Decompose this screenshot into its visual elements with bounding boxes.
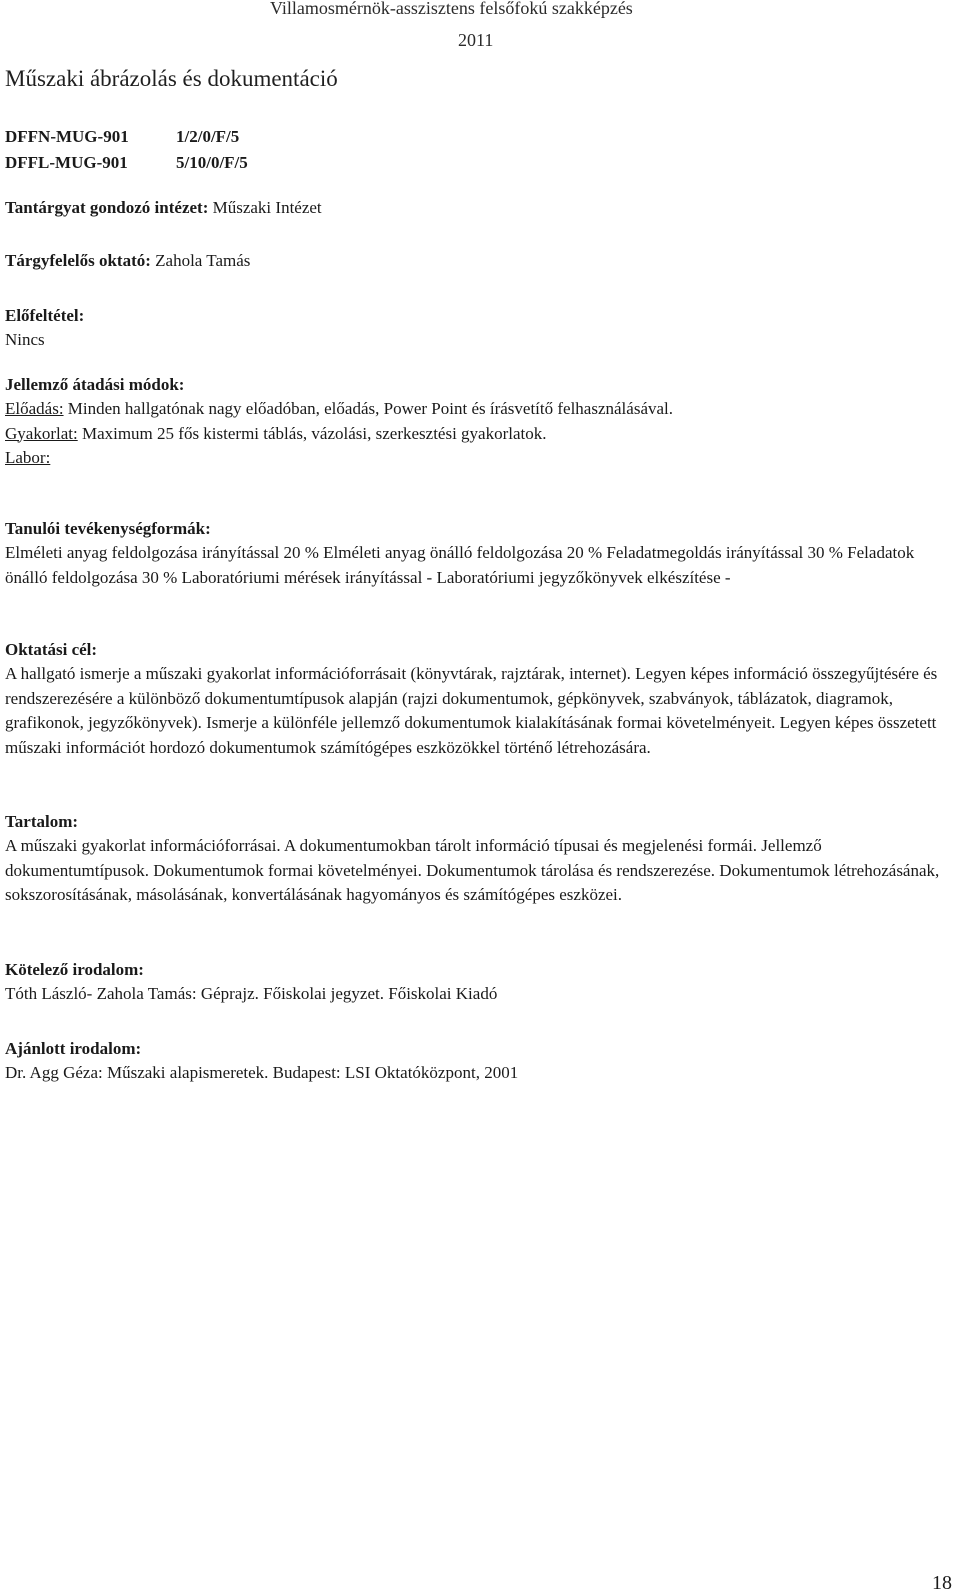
subject-code: DFFN-MUG-901	[5, 127, 129, 146]
goal-section	[5, 638, 940, 760]
subject-code: DFFL-MUG-901	[5, 153, 128, 172]
delivery-practice	[5, 422, 940, 447]
delivery-lab	[5, 446, 940, 471]
institute-line	[5, 198, 322, 218]
subject-code-row	[5, 150, 248, 176]
recommended-literature-section	[5, 1037, 940, 1086]
lecture-label: Előadás:	[5, 399, 64, 418]
header-year: 2011	[458, 30, 494, 50]
subject-hours: 5/10/0/F/5	[176, 153, 248, 172]
page-number: 18	[932, 1572, 952, 1594]
content-text: A műszaki gyakorlat információforrásai. A dokumentumokban tárolt információ típusai és megjelenési formái. Jellemző dokumentumtípusok. Dokumentumok formai követelményei. Dokumentumok tárolása és rendszerezése. Dokumentumok létrehozásának, sokszorosításának, másolásának, konvertálásának hagyományos és számítógépes eszközei.	[5, 836, 940, 904]
delivery-section	[5, 373, 940, 471]
institute-label: Tantárgyat gondozó intézet:	[5, 198, 209, 217]
subject-code-row	[5, 124, 248, 150]
lecture-text: Minden hallgatónak nagy előadóban, előadás, Power Point és írásvetítő felhasználásával.	[67, 399, 674, 418]
lecturer-label: Tárgyfelelős oktató:	[5, 251, 151, 270]
recommended-literature-text: Dr. Agg Géza: Műszaki alapismeretek. Budapest: LSI Oktatóközpont, 2001	[5, 1063, 519, 1082]
content-section	[5, 810, 940, 908]
activities-text: Elméleti anyag feldolgozása irányítással 20 % Elméleti anyag önálló feldolgozása 20 % Feladatmegoldás irányítással 30 % Feladatok önálló feldolgozása 30 % Laboratóriumi mérések irányítással - Laboratóriumi jegyzőkönyvek elkészítése -	[5, 543, 915, 587]
lecturer-value: Zahola Tamás	[155, 251, 251, 270]
required-literature-text: Tóth László- Zahola Tamás: Géprajz. Főiskolai jegyzet. Főiskolai Kiadó	[5, 984, 498, 1003]
subject-title: Műszaki ábrázolás és dokumentáció	[5, 66, 338, 91]
subject-codes	[5, 124, 248, 176]
activities-section	[5, 517, 940, 590]
goal-heading: Oktatási cél:	[5, 640, 98, 659]
prerequisite-section	[5, 304, 940, 353]
prerequisite-value: Nincs	[5, 330, 45, 349]
delivery-lecture	[5, 397, 940, 422]
goal-text: A hallgató ismerje a műszaki gyakorlat információforrásait (könyvtárak, rajztárak, internet). Legyen képes információ összegyűjtésére és rendszerezésére a különböző dokumentumtípusok alapján (rajzi dokumentumok, gépkönyvek, szabványok, táblázatok, diagramok, grafikonok, jegyzőkönyvek). Ismerje a különféle jellemző dokumentumok kialakításának formai követelményeit. Legyen képes összetett műszaki információt hordozó dokumentumok számítógépes eszközökkel történő létrehozására.	[5, 664, 938, 757]
header-program: Villamosmérnök-asszisztens felsőfokú szakképzés	[270, 0, 633, 18]
content-heading: Tartalom:	[5, 812, 79, 831]
institute-value: Műszaki Intézet	[212, 198, 322, 217]
activities-heading: Tanulói tevékenységformák:	[5, 519, 211, 538]
subject-hours: 1/2/0/F/5	[176, 127, 240, 146]
required-literature-heading: Kötelező irodalom:	[5, 960, 144, 979]
practice-text: Maximum 25 fős kistermi táblás, vázolási, szerkesztési gyakorlatok.	[81, 423, 547, 443]
required-literature-section	[5, 958, 940, 1007]
lecturer-line	[5, 251, 250, 271]
delivery-heading: Jellemző átadási módok:	[5, 375, 185, 394]
practice-label: Gyakorlat:	[5, 423, 78, 443]
prerequisite-label: Előfeltétel:	[5, 306, 85, 325]
lab-label: Labor:	[5, 448, 51, 467]
recommended-literature-heading: Ajánlott irodalom:	[5, 1039, 142, 1058]
